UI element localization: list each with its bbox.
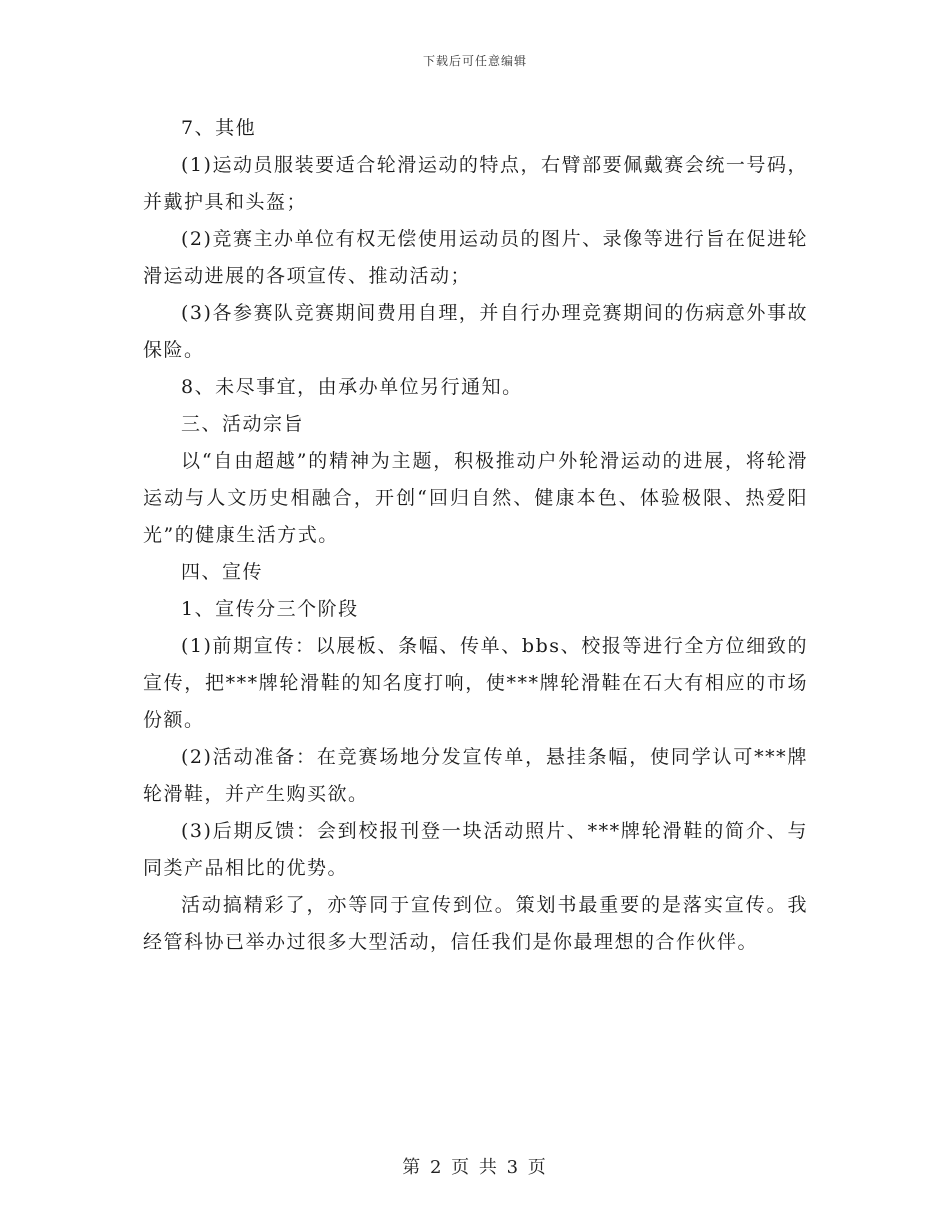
item-early-publicity: (1)前期宣传：以展板、条幅、传单、bbs、校报等进行全方位细致的宣传，把***牌轮滑鞋的知名度打响，使***牌轮滑鞋在石大有相应的市场份额。 bbox=[143, 635, 808, 731]
item-uniform-rules: (1)运动员服装要适合轮滑运动的特点，右臂部要佩戴赛会统一号码，并戴护具和头盔； bbox=[143, 154, 808, 213]
heading-publicity: 四、宣传 bbox=[181, 561, 264, 583]
page-number: 第 2 页 共 3 页 bbox=[402, 1157, 548, 1178]
heading-activity-purpose: 三、活动宗旨 bbox=[181, 413, 305, 435]
paragraph-closing: 活动搞精彩了，亦等同于宣传到位。策划书最重要的是落实宣传。我经管科协已举办过很多大型活动，信任我们是你最理想的合作伙伴。 bbox=[143, 894, 808, 953]
item-event-preparation: (2)活动准备：在竞赛场地分发宣传单，悬挂条幅，使同学认可***牌轮滑鞋，并产生购买欲。 bbox=[143, 746, 808, 805]
paragraph-activity-purpose: 以“自由超越”的精神为主题，积极推动户外轮滑运动的进展，将轮滑运动与人文历史相融合，开创“回归自然、健康本色、体验极限、热爱阳光”的健康生活方式。 bbox=[143, 450, 808, 546]
item-other-matters: 8、未尽事宜，由承办单位另行通知。 bbox=[181, 376, 523, 398]
document-body bbox=[143, 110, 808, 961]
item-later-feedback: (3)后期反馈：会到校报刊登一块活动照片、***牌轮滑鞋的简介、与同类产品相比的优势。 bbox=[143, 820, 808, 879]
page-header: 下载后可任意编辑 bbox=[422, 54, 527, 68]
heading-other: 7、其他 bbox=[181, 117, 257, 139]
heading-publicity-stages: 1、宣传分三个阶段 bbox=[181, 598, 359, 620]
item-expenses-insurance: (3)各参赛队竞赛期间费用自理，并自行办理竞赛期间的伤病意外事故保险。 bbox=[143, 302, 808, 361]
item-media-rights: (2)竞赛主办单位有权无偿使用运动员的图片、录像等进行旨在促进轮滑运动进展的各项宣传、推动活动； bbox=[143, 228, 808, 287]
